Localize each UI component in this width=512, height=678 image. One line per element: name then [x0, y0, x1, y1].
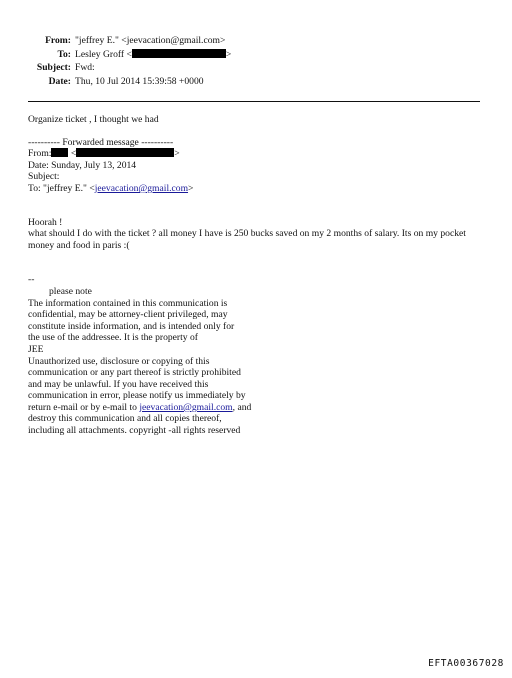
disclaimer-line-10-prefix: return e-mail or by e-mail to [28, 401, 140, 413]
date-label: Date: [48, 75, 71, 87]
disclaimer-email-link[interactable]: jeevacation@gmail.com [139, 401, 233, 413]
disclaimer-line-5: JEE [28, 343, 44, 355]
document-id: EFTA00367028 [428, 658, 504, 669]
forwarded-from-lt: < [70, 148, 77, 160]
email-body [28, 114, 478, 437]
forwarded-from [28, 148, 478, 160]
message-line-1: Hoorah ! [28, 216, 63, 228]
disclaimer-line-3: constitute inside information, and is intended only for [28, 320, 235, 332]
date-row [48, 75, 231, 89]
forwarded-from-gt: > [174, 148, 180, 160]
to-name: Lesley Groff < [75, 48, 132, 60]
disclaimer-line-2: confidential, may be attorney-client privileged, may [28, 309, 228, 321]
forwarded-to [28, 183, 478, 195]
subject-label: Subject: [36, 62, 71, 73]
signature-separator: -- [28, 274, 35, 286]
forwarded-heading: ---------- Forwarded message ---------- [28, 136, 174, 148]
disclaimer-line-10-suffix: , and [232, 401, 252, 413]
date-value: Thu, 10 Jul 2014 15:39:58 +0000 [75, 75, 204, 87]
please-note: please note [49, 285, 92, 297]
forwarded-to-prefix: To: "jeffrey E." < [28, 182, 95, 194]
forwarded-from-label: From: [28, 148, 52, 160]
subject-value: Fwd: [75, 62, 95, 73]
forwarded-subject: Subject: [28, 171, 60, 183]
disclaimer-line-4: the use of the addressee. It is the property of [28, 332, 198, 344]
forwarded-to-suffix: > [188, 182, 194, 194]
forwarded-to-email-link[interactable]: jeevacation@gmail.com [94, 182, 189, 194]
email-header [30, 34, 231, 88]
disclaimer-line-12: including all attachments. copyright -all rights reserved [28, 425, 241, 437]
disclaimer-line-10 [28, 402, 478, 414]
header-divider [28, 101, 480, 102]
subject-row [36, 61, 231, 75]
disclaimer-line-1: The information contained in this communication is [28, 297, 228, 309]
forwarded-date: Date: Sunday, July 13, 2014 [28, 159, 137, 171]
message-line-2: what should I do with the ticket ? all money I have is 250 bucks saved on my 2 months of salary. Its on my pocket money and food in paris :( [28, 228, 466, 251]
disclaimer-line-9: communication in error, please notify us immediately by [28, 390, 246, 402]
from-value: "jeffrey E." <jeevacation@gmail.com> [75, 35, 226, 46]
redaction-bar [76, 148, 174, 157]
disclaimer-line-8: and may be unlawful. If you have received this [28, 378, 209, 390]
from-label: From: [45, 35, 71, 46]
disclaimer-line-11: destroy this communication and all copies thereof, [28, 413, 222, 425]
redaction-bar [51, 148, 68, 157]
redaction-bar [132, 49, 226, 58]
from-row [45, 34, 231, 48]
to-close: > [225, 48, 232, 60]
disclaimer-line-6: Unauthorized use, disclosure or copying of this [28, 355, 210, 367]
to-row [57, 48, 232, 62]
disclaimer-line-7: communication or any part thereof is strictly prohibited [28, 367, 241, 379]
to-label: To: [57, 48, 71, 60]
intro-text: Organize ticket , I thought we had [28, 114, 159, 125]
